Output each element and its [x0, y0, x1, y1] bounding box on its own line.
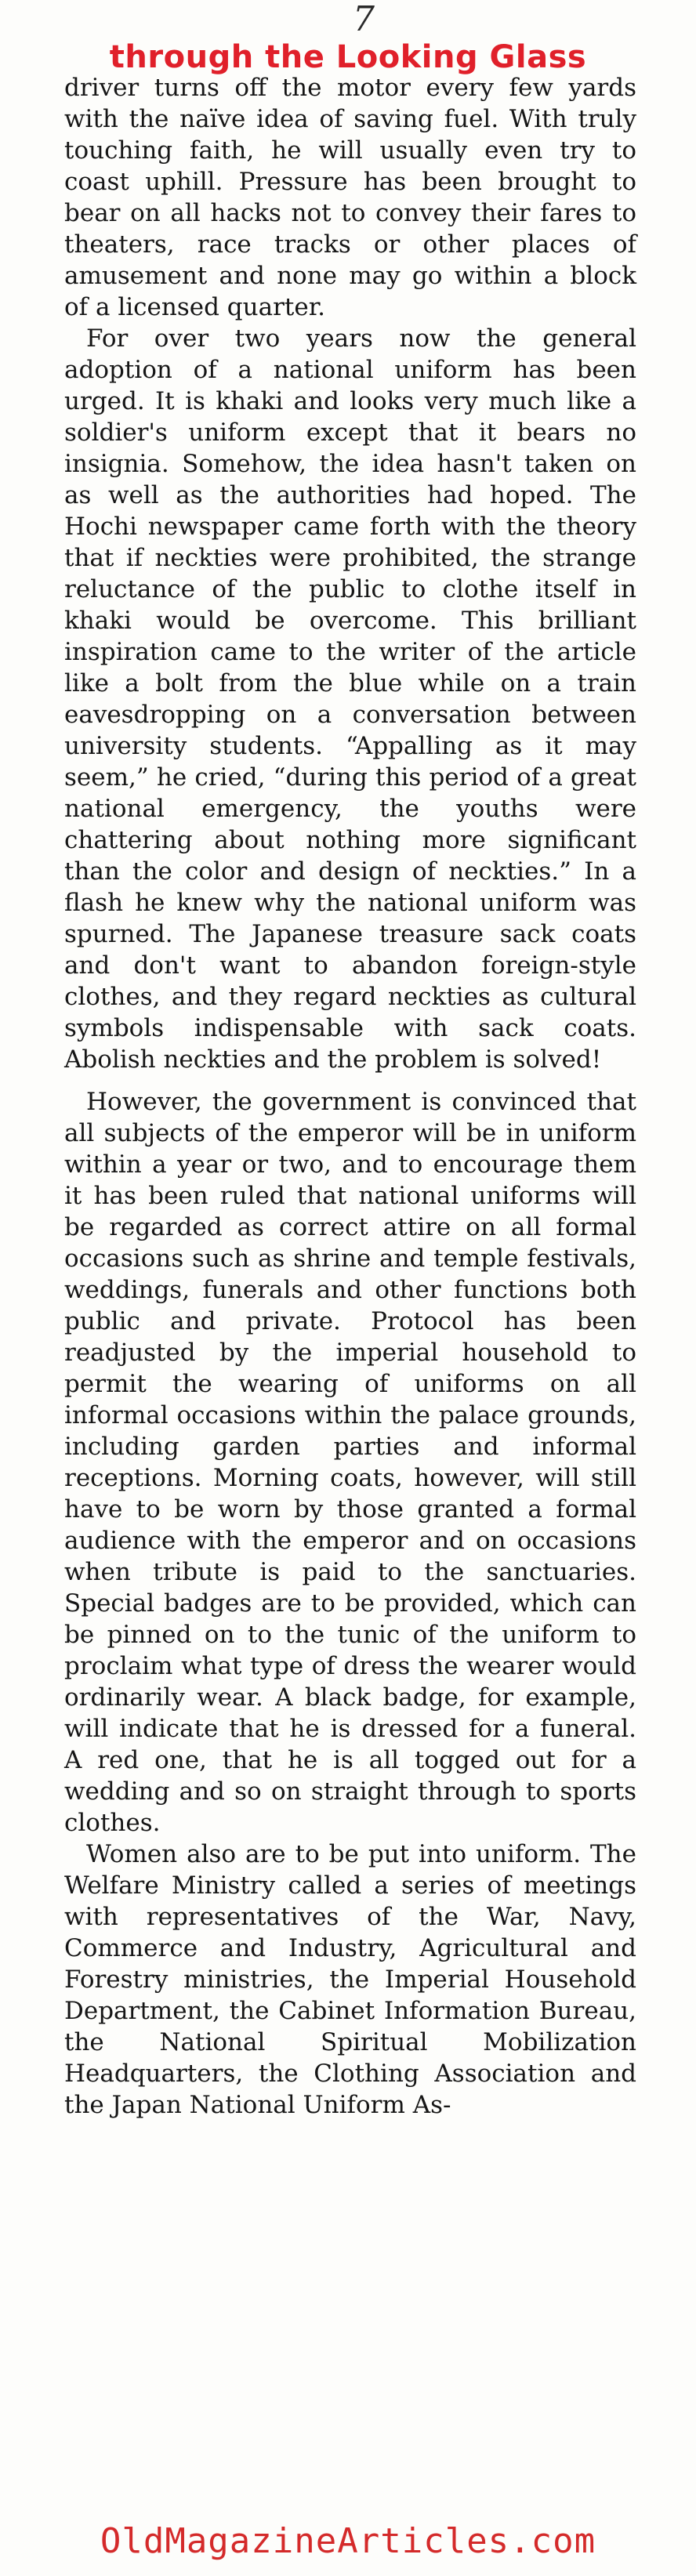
article-body	[64, 72, 636, 2121]
article-paragraph-2: For over two years now the general adoption of a national uniform has been urged. It is khaki and looks very much like a soldier's uniform except that it bears no insignia. Somehow, the idea hasn't taken on as well as the authorities had hoped. The Hochi newspaper came forth with the theory that if neckties were prohibited, the strange reluctance of the public to clothe itself in khaki would be overcome. This brilliant inspiration came to the writer of the article like a bolt from the blue while on a train eavesdropping on a conversation between university students. “Appalling as it may seem,” he cried, “during this period of a great national emergency, the youths were chattering about nothing more significant than the color and design of neckties.” In a flash he knew why the national uniform was spurned. The Japanese treasure sack coats and don't want to abandon foreign-style clothes, and they regard neckties as cultural symbols indispensable with sack coats. Abolish neckties and the problem is solved!	[64, 324, 636, 1074]
source-watermark: OldMagazineArticles.com	[0, 2516, 696, 2576]
page-number: 7	[353, 0, 375, 39]
running-head: through the Looking Glass	[109, 39, 587, 75]
article-paragraph-1: driver turns off the motor every few yards with the naïve idea of saving fuel. With truly touching faith, he will usually even try to coast uphill. Pressure has been brought to bear on all hacks not to convey their fares to theaters, race tracks or other places of amusement and none may go within a block of a licensed quarter.	[64, 74, 636, 321]
article-paragraph-3: However, the government is convinced that all subjects of the emperor will be in uniform within a year or two, and to encourage them it has been ruled that national uniforms will be regarded as correct attire on all formal occasions such as shrine and temple festivals, weddings, funerals and other functions both public and private. Protocol has been readjusted by the imperial household to permit the wearing of uniforms on all informal occasions within the palace grounds, including garden parties and informal receptions. Morning coats, however, will still have to be worn by those granted a formal audience with the emperor and on occasions when tribute is paid to the sanctuaries. Special badges are to be provided, which can be pinned on to the tunic of the uniform to proclaim what type of dress the wearer would ordinarily wear. A black badge, for example, will indicate that he is dressed for a funeral. A red one, that he is all togged out for a wedding and so on straight through to sports clothes.	[64, 1088, 636, 1837]
article-paragraph-4: Women also are to be put into uniform. The Welfare Ministry called a series of meetings with representatives of the War, Navy, Commerce and Industry, Agricultural and Forestry ministries, the Imperial Household Department, the Cabinet Information Bureau, the National Spiritual Mobilization Headquarters, the Clothing Association and the Japan National Uniform As-	[64, 1840, 636, 2119]
